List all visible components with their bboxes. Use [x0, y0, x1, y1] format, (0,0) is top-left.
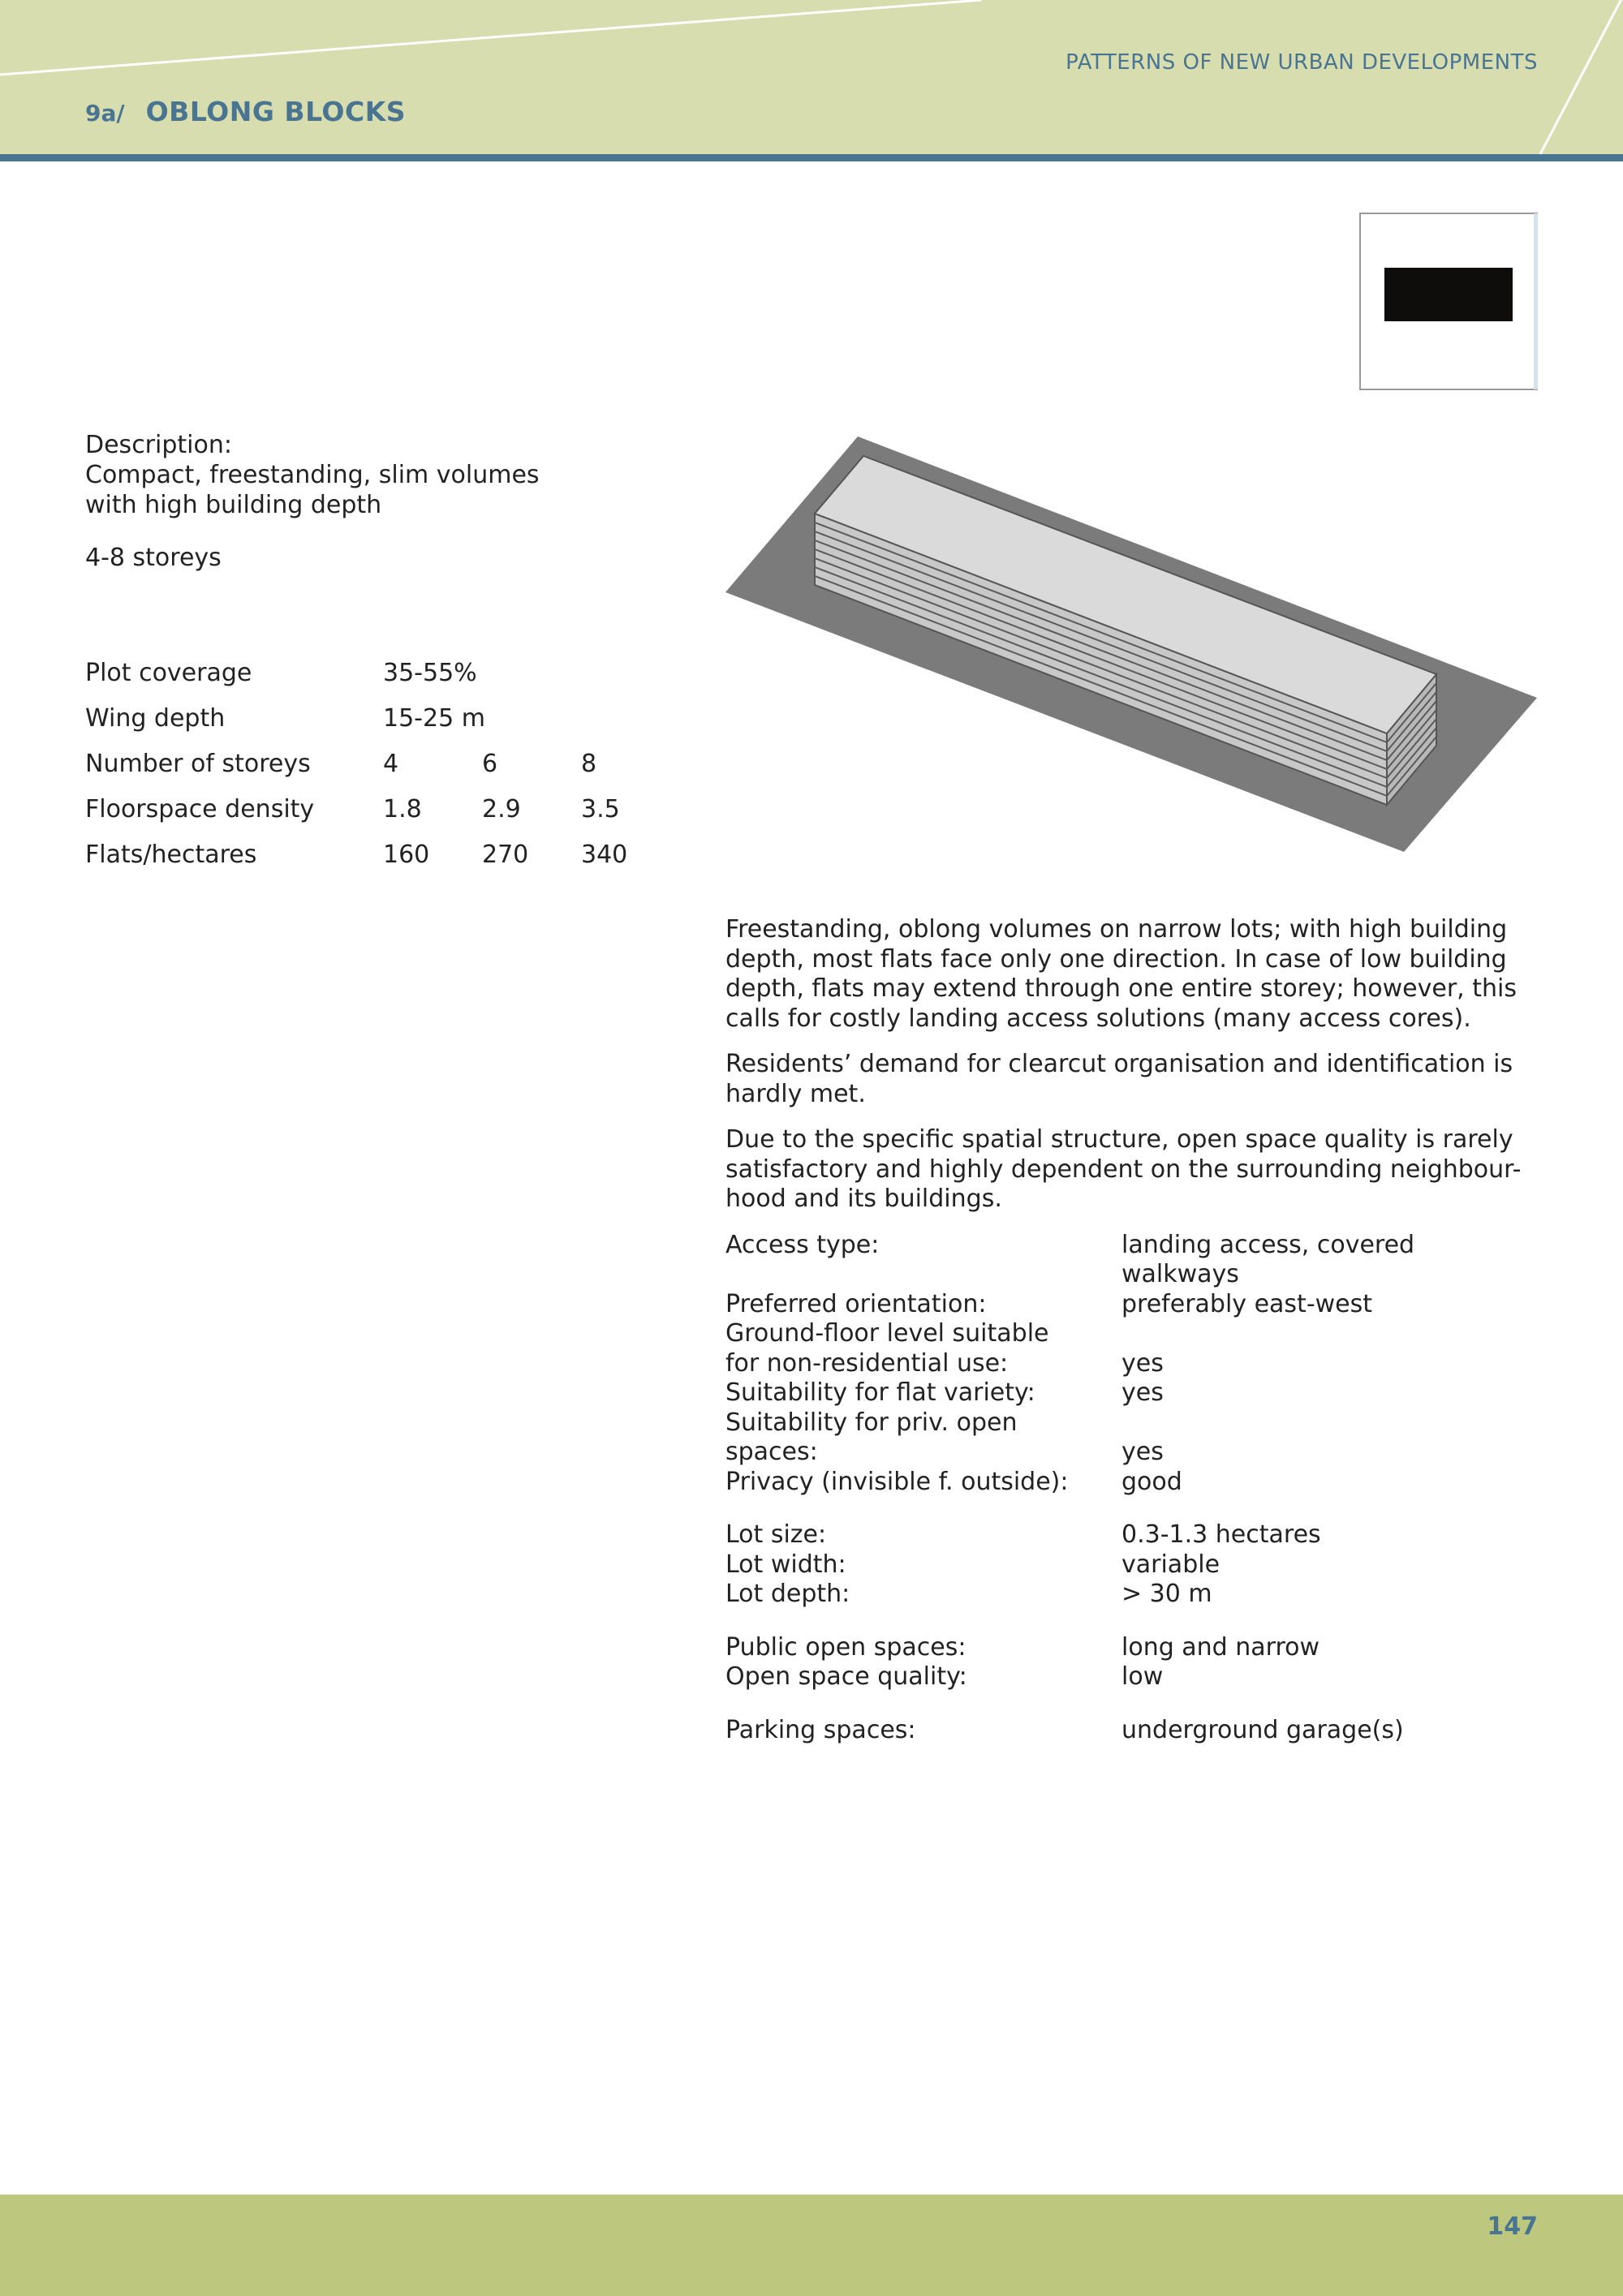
floorspace-density-label: Floorspace density [85, 795, 315, 823]
attribute-group-open-space [725, 1633, 1542, 1692]
floorspace-density-value: 2.9 [482, 795, 521, 823]
open-quality-value: low [1121, 1662, 1164, 1691]
body-paragraph-3-line: satisfactory and highly dependent on the surrounding neighbour- [725, 1154, 1522, 1184]
privacy-value: good [1121, 1467, 1182, 1496]
header-decorative-lines [0, 0, 1623, 154]
storeys-label: Number of storeys [85, 750, 311, 778]
parking-value: underground garage(s) [1121, 1715, 1404, 1744]
plot-coverage-label: Plot coverage [85, 659, 252, 687]
description-section [85, 430, 653, 573]
floorspace-density-value: 3.5 [581, 795, 620, 823]
body-paragraph-3 [725, 1125, 1542, 1215]
attribute-row [725, 1290, 1542, 1320]
flats-hectares-value: 270 [482, 841, 529, 869]
flats-hectares-value: 340 [581, 841, 628, 869]
priv-open-label-line: spaces: [725, 1438, 818, 1466]
key-figure-row [85, 704, 680, 750]
access-type-value [1121, 1231, 1542, 1290]
attribute-group-suitability [725, 1231, 1542, 1498]
public-open-value: long and narrow [1121, 1632, 1320, 1662]
priv-open-label-line: Suitability for priv. open [725, 1408, 1018, 1437]
lot-width-label: Lot width: [725, 1550, 846, 1579]
page-header [0, 0, 1623, 154]
lot-depth-value: > 30 m [1121, 1580, 1212, 1608]
page-number: 147 [1487, 2212, 1538, 2241]
attribute-group-lot [725, 1520, 1542, 1610]
attribute-row [725, 1408, 1542, 1468]
public-open-label: Public open spaces: [725, 1632, 966, 1662]
attribute-row [725, 1633, 1542, 1663]
orientation-label: Preferred orientation: [725, 1289, 987, 1318]
floorspace-density-value: 1.8 [383, 795, 422, 823]
storeys-value: 4 [383, 750, 399, 778]
body-paragraph-1: Freestanding, oblong volumes on narrow lots; with high building depth, most flats face only one direction. In case of low building depth, flats may extend through one entire storey; however, this calls for costly landing access solutions (many access cores). [725, 915, 1517, 1033]
description-text-line1: Compact, freestanding, slim volumes [85, 461, 540, 489]
ground-floor-label-line: for non-residential use: [725, 1348, 1009, 1378]
attribute-group-parking [725, 1716, 1542, 1746]
priv-open-value [1121, 1408, 1542, 1468]
flat-variety-value: yes [1121, 1378, 1164, 1407]
lot-width-value: variable [1121, 1550, 1220, 1579]
plot-coverage-value: 35-55% [383, 659, 477, 687]
chapter-title: OBLONG BLOCKS [145, 96, 407, 127]
access-type-value-line: walkways [1121, 1260, 1239, 1288]
attribute-row [725, 1231, 1542, 1290]
key-figure-row [85, 841, 680, 886]
attribute-row [725, 1550, 1542, 1580]
open-quality-label: Open space quality: [725, 1662, 967, 1691]
flats-hectares-value: 160 [383, 841, 430, 869]
attribute-row [725, 1716, 1542, 1746]
privacy-label: Privacy (invisible f. outside): [725, 1467, 1069, 1496]
flats-hectares-label: Flats/hectares [85, 841, 257, 869]
header-rule [0, 154, 1623, 161]
attribute-row [725, 1378, 1542, 1408]
priv-open-label [725, 1408, 1121, 1468]
body-paragraph-2: Residents’ demand for clearcut organisation and identification is hardly met. [725, 1050, 1513, 1108]
wing-depth-value: 15-25 m [383, 704, 485, 733]
description-label: Description: [85, 431, 232, 459]
attributes-table [725, 1231, 1542, 1746]
ground-floor-label [725, 1319, 1121, 1378]
ground-floor-value-text: yes [1121, 1348, 1164, 1378]
storeys-value: 8 [581, 750, 597, 778]
attribute-row [725, 1580, 1542, 1610]
ground-floor-value [1121, 1319, 1542, 1378]
description-text-line2: with high building depth [85, 491, 382, 519]
orientation-value: preferably east-west [1121, 1289, 1373, 1318]
attribute-row [725, 1468, 1542, 1498]
priv-open-value-text: yes [1121, 1438, 1164, 1466]
key-figures-table [85, 659, 680, 886]
attribute-row [725, 1319, 1542, 1378]
page-footer [0, 2195, 1623, 2296]
flat-variety-label: Suitability for flat variety: [725, 1378, 1035, 1407]
attribute-row [725, 1662, 1542, 1692]
lot-depth-label: Lot depth: [725, 1580, 850, 1608]
key-figure-row [85, 659, 680, 704]
storeys-value: 6 [482, 750, 498, 778]
wing-depth-label: Wing depth [85, 704, 226, 733]
ground-floor-label-line: Ground-floor level suitable [725, 1319, 1049, 1348]
lot-size-value: 0.3-1.3 hectares [1121, 1520, 1321, 1549]
block-plan-thumbnail [1359, 213, 1538, 390]
access-type-label: Access type: [725, 1230, 880, 1259]
parking-label: Parking spaces: [725, 1715, 916, 1744]
body-paragraph-3-line: Due to the specific spatial structure, open space quality is rarely [725, 1125, 1513, 1154]
attribute-row [725, 1520, 1542, 1550]
storeys-range: 4-8 storeys [85, 544, 222, 572]
lot-size-label: Lot size: [725, 1520, 827, 1549]
oblong-block-axonometric-illustration [724, 434, 1543, 856]
key-figure-row [85, 795, 680, 841]
running-title: PATTERNS OF NEW URBAN DEVELOPMENTS [1065, 50, 1538, 75]
key-figure-row [85, 750, 680, 795]
chapter-heading [85, 96, 406, 127]
chapter-number: 9a/ [85, 100, 125, 127]
body-text-section [725, 915, 1542, 1769]
access-type-value-line: landing access, covered [1121, 1230, 1415, 1259]
body-paragraph-3-line: hood and its buildings. [725, 1185, 1002, 1213]
